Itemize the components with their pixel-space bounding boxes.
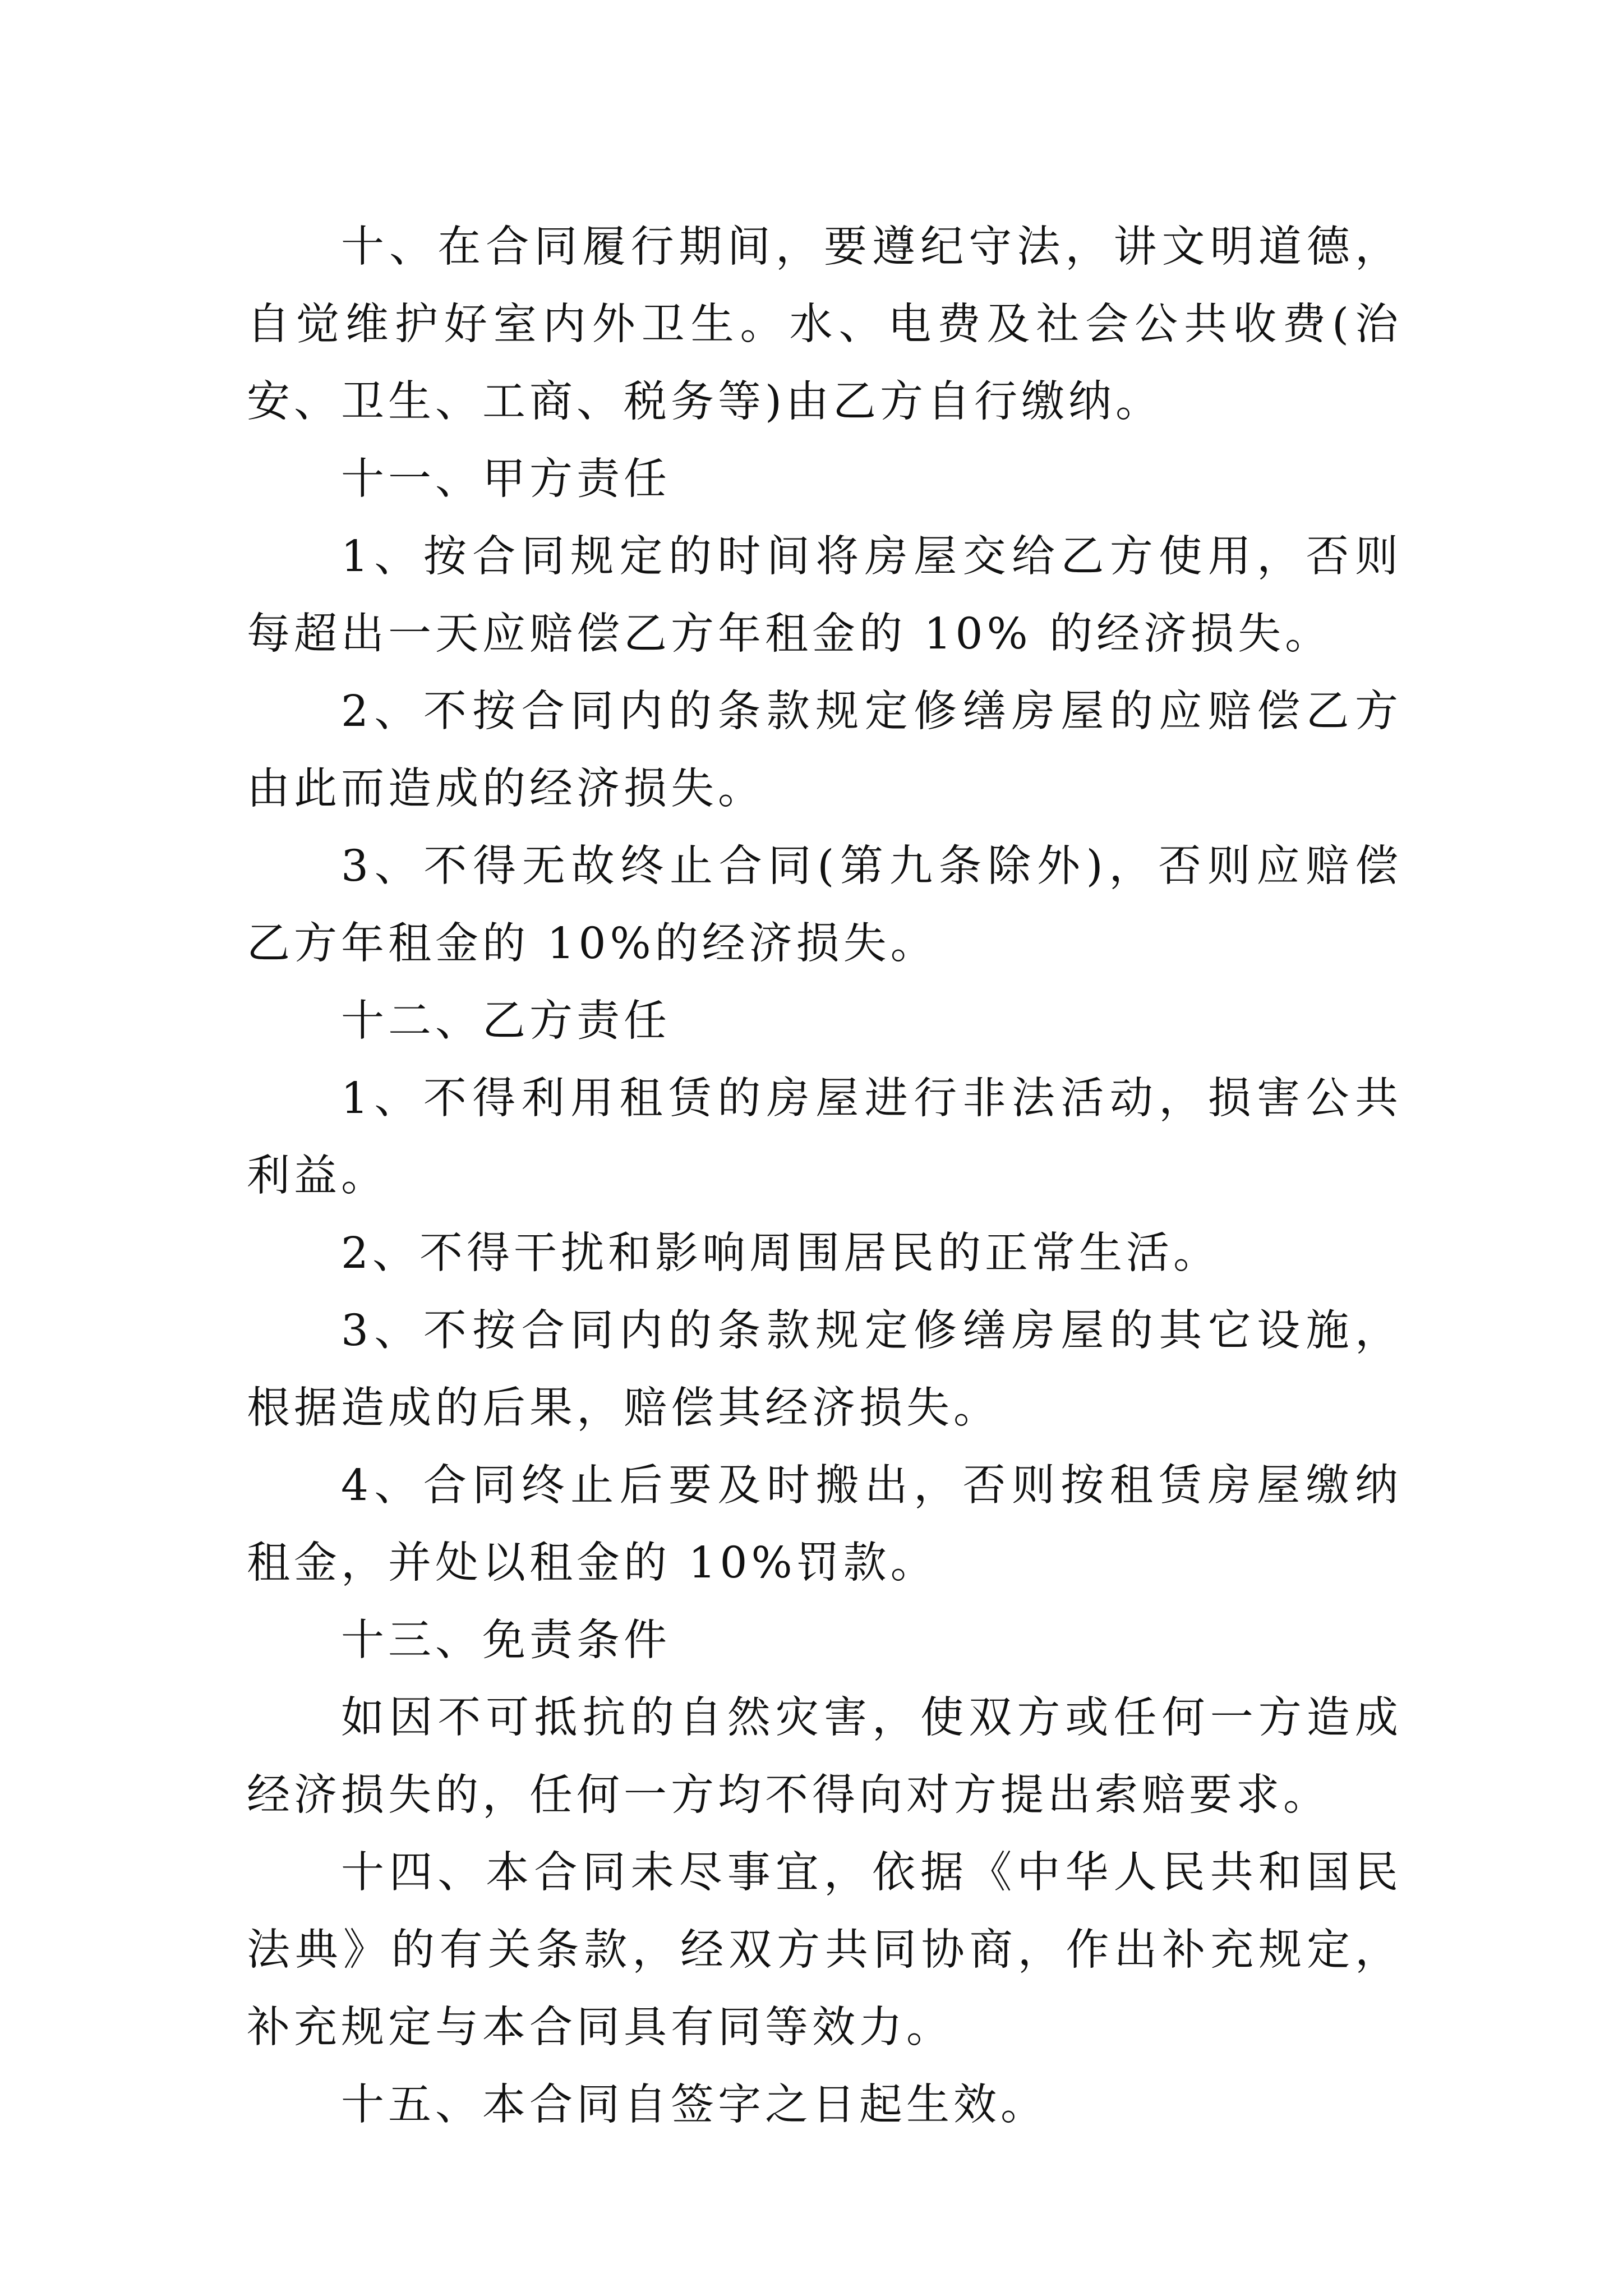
clause-11-heading: 十一、甲方责任 [341,454,671,504]
clause-13-heading: 十三、免责条件 [341,1616,671,1665]
clause-12-item-4: 4、合同终止后要及时搬出，否则按租赁房屋缴纳租金，并处以租金的 10%罚款。 [247,1461,1402,1588]
contract-body [247,209,1402,2144]
clause-12-item-3: 3、不按合同内的条款规定修缮房屋的其它设施，根据造成的后果，赔偿其经济损失。 [247,1306,1402,1433]
clause-11-item-1: 1、按合同规定的时间将房屋交给乙方使用，否则每超出一天应赔偿乙方年租金的 10% 的经济损失。 [247,532,1402,659]
clause-12-item-1: 1、不得利用租赁的房屋进行非法活动，损害公共利益。 [247,1074,1402,1201]
clause-13-paragraph: 如因不可抵抗的自然灾害，使双方或任何一方造成经济损失的，任何一方均不得向对方提出索赔要求。 [247,1693,1402,1820]
clause-14-paragraph: 十四、本合同未尽事宜，依据《中华人民共和国民法典》的有关条款，经双方共同协商，作出补充规定，补充规定与本合同具有同等效力。 [247,1848,1402,2053]
clause-15-paragraph: 十五、本合同自签字之日起生效。 [341,2080,1048,2130]
clause-11-item-3: 3、不得无故终止合同(第九条除外)，否则应赔偿乙方年租金的 10%的经济损失。 [247,841,1402,969]
clause-12-heading: 十二、乙方责任 [341,996,671,1046]
clause-11-item-2: 2、不按合同内的条款规定修缮房屋的应赔偿乙方由此而造成的经济损失。 [247,687,1402,814]
clause-12-item-2: 2、不得干扰和影响周围居民的正常生活。 [341,1228,1220,1278]
clause-10-paragraph: 十、在合同履行期间，要遵纪守法，讲文明道德，自觉维护好室内外卫生。水、电费及社会公共收费(治安、卫生、工商、税务等)由乙方自行缴纳。 [247,222,1402,427]
